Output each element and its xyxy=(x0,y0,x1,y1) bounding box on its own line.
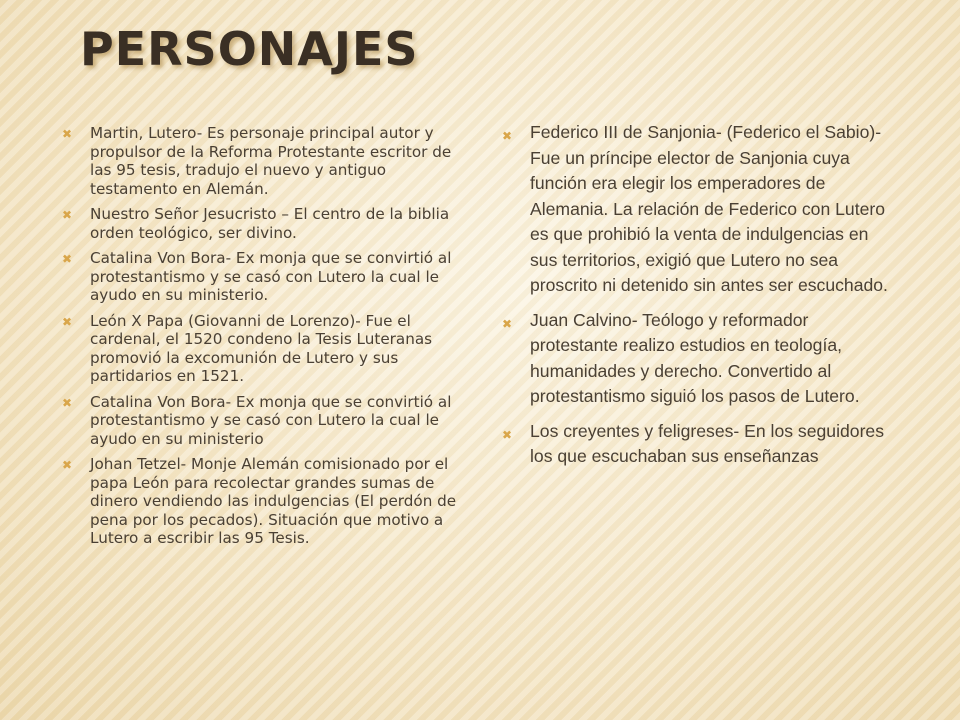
item-text: Federico III de Sanjonia- (Federico el Sabio)- Fue un príncipe elector de Sanjonia cuya función era elegir los emperadores de Alemania. La relación de Federico con Lutero es que prohibió la venta de indulgencias en sus territorios, exigió que Lutero no sea proscrito ni detenido sin antes ser escuchado. xyxy=(530,122,888,295)
list-item xyxy=(62,124,466,198)
list-item xyxy=(62,393,466,449)
x-mark-icon: ✖ xyxy=(502,316,513,331)
x-mark-icon: ✖ xyxy=(502,427,513,442)
left-bullet-list xyxy=(62,124,466,555)
list-item xyxy=(502,120,898,299)
x-mark-icon: ✖ xyxy=(62,314,73,329)
list-item xyxy=(62,205,466,242)
item-text: Catalina Von Bora- Ex monja que se convirtió al protestantismo y se casó con Lutero la cual le ayudo en su ministerio xyxy=(90,392,452,448)
item-text: Nuestro Señor Jesucristo – El centro de la biblia orden teológico, ser divino. xyxy=(90,205,450,242)
x-mark-icon: ✖ xyxy=(62,127,73,141)
item-text: Los creyentes y feligreses- En los seguidores los que escuchaban sus enseñanzas xyxy=(530,420,885,466)
list-item xyxy=(62,249,466,305)
list-item xyxy=(62,312,466,386)
item-text: León X Papa (Giovanni de Lorenzo)- Fue el cardenal, el 1520 condeno la Tesis Luteranas promovió la excomunión de Lutero y sus partidarios en 1521. xyxy=(90,311,433,385)
item-text: Catalina Von Bora- Ex monja que se convirtió al protestantismo y se casó con Lutero la cual le ayudo en su ministerio. xyxy=(90,249,452,304)
list-item xyxy=(502,308,898,410)
x-mark-icon: ✖ xyxy=(62,458,73,472)
x-mark-icon: ✖ xyxy=(62,395,73,410)
list-item xyxy=(62,455,466,548)
item-text: Juan Calvino- Teólogo y reformador protestante realizo estudios en teología, humanidades y derecho. Convertido al protestantismo siguió los pasos de Lutero. xyxy=(530,309,860,406)
list-item xyxy=(502,419,898,470)
slide-title: PERSONAJES xyxy=(80,22,419,76)
x-mark-icon: ✖ xyxy=(62,208,73,222)
x-mark-icon: ✖ xyxy=(502,129,513,143)
x-mark-icon: ✖ xyxy=(62,252,73,266)
right-bullet-list xyxy=(502,120,898,479)
item-text: Johan Tetzel- Monje Alemán comisionado por el papa León para recolectar grandes sumas de dinero vendiendo las indulgencias (El perdón de pena por los pecados). Situación que motivo a Lutero a escribir las 95 Tesis. xyxy=(90,455,457,547)
item-text: Martin, Lutero- Es personaje principal autor y propulsor de la Reforma Protestante escritor de las 95 tesis, tradujo el nuevo y antiguo testamento en Alemán. xyxy=(90,124,452,198)
